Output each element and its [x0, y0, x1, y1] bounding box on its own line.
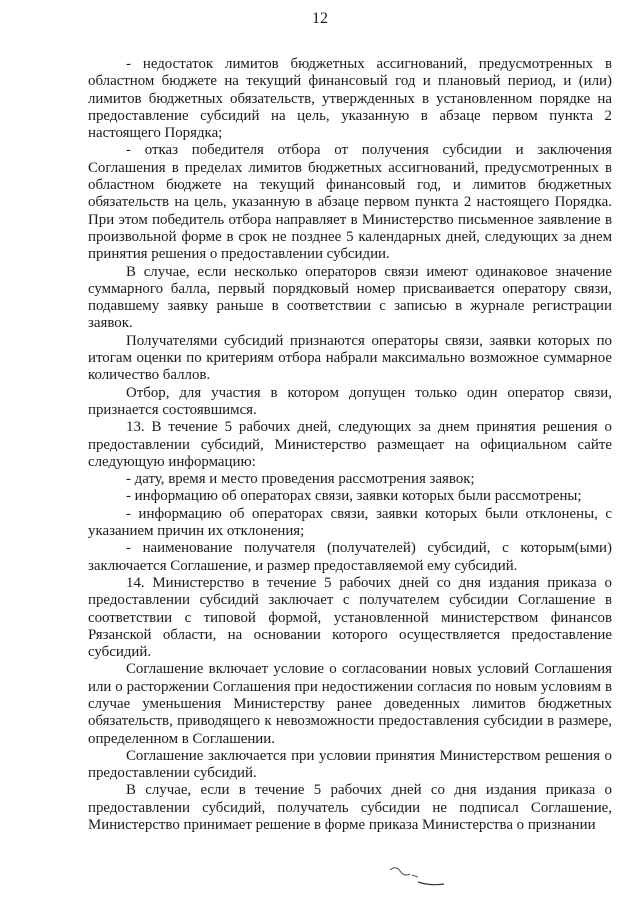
page-number: 12 [312, 10, 328, 27]
paragraph-equal-score: В случае, если несколько операторов связи имеют одинаковое значение суммарного балла, первый порядковый номер присваивается оператору связи, подавшему заявку раньше в соответствии с записью в журнале регистрации заявок. [88, 263, 612, 332]
paragraph-item-13: 13. В течение 5 рабочих дней, следующих за днем принятия решения о предоставлении субсидий, Министерство размещает на официальном сайте следующую информацию: [88, 419, 612, 470]
paragraph-agreement-terms: Соглашение включает условие о согласовании новых условий Соглашения или о расторжении Соглашения при недостижении согласия по новым условиям в случае уменьшения Министерству ранее доведенных лимитов бюджетных обязательств, приводящего к невозможности предоставления субсидии в размере, определенном в Соглашении. [88, 661, 612, 747]
paragraph-recipients: Получателями субсидий признаются операторы связи, заявки которых по итогам оценки по критериям отбора набрали максимально возможное суммарное количество баллов. [88, 332, 612, 384]
paragraph-bullet-winner-refusal: - отказ победителя отбора от получения субсидии и заключения Соглашения в пределах лимитов бюджетных ассигнований, предусмотренных в областном бюджете на текущий финансовый год, и лимитов бюджетных обязательств на цель, указанную в абзаце первом пункта 2 настоящего Порядка. При этом победитель отбора направляет в Министерство письменное заявление в произвольной форме в срок не позднее 5 календарных дней, следующих за днем принятия решения о предоставлении субсидии. [88, 142, 612, 263]
paragraph-agreement-condition: Соглашение заключается при условии принятия Министерством решения о предоставлении субсидий. [88, 747, 612, 782]
paragraph-bullet-reviewed: - информацию об операторах связи, заявки которых были рассмотрены; [126, 488, 582, 505]
paragraph-bullet-rejected: - информацию об операторах связи, заявки которых были отклонены, с указанием причин их отклонения; [88, 505, 612, 540]
paragraph-bullet-date-time: - дату, время и место проведения рассмотрения заявок; [126, 471, 475, 488]
signature-scribble [388, 862, 448, 888]
paragraph-bullet-budget-shortage: - недостаток лимитов бюджетных ассигнований, предусмотренных в областном бюджете на текущий финансовый год и плановый период, и (или) лимитов бюджетных обязательств, утвержденных в установленном порядке на предоставление субсидий на цель, указанную в абзаце первом пункта 2 настоящего Порядка; [88, 56, 612, 142]
document-body [88, 56, 612, 834]
paragraph-bullet-recipient-name: - наименование получателя (получателей) субсидий, с которым(ыми) заключается Соглашение, и размер предоставляемой ему субсидий. [88, 540, 612, 574]
paragraph-item-14: 14. Министерство в течение 5 рабочих дней со дня издания приказа о предоставлении субсидий заключает с получателем субсидии Соглашение в соответствии с типовой формой, установленной министерством финансов Рязанской области, на основании которого осуществляется предоставление субсидий. [88, 574, 612, 661]
paragraph-single-operator: Отбор, для участия в котором допущен только один оператор связи, признается состоявшимся. [88, 384, 612, 418]
paragraph-unsigned-agreement: В случае, если в течение 5 рабочих дней со дня издания приказа о предоставлении субсидий, получатель субсидии не подписал Соглашение, Министерство принимает решение в форме приказа Министерства о признании [88, 782, 612, 834]
